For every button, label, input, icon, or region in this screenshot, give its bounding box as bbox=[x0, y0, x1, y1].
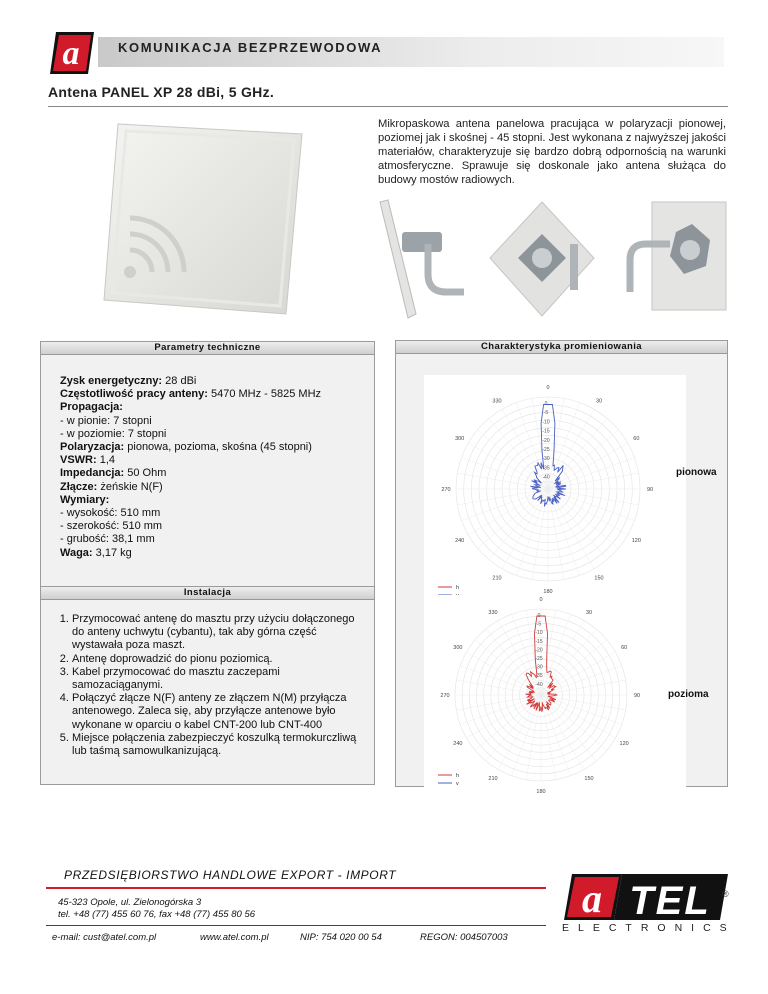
install-panel bbox=[40, 586, 375, 785]
ring-tick-label: -25 bbox=[542, 447, 550, 453]
param-value: żeńskie N(F) bbox=[97, 480, 163, 493]
ring-tick-label: -5 bbox=[543, 410, 549, 417]
logo-mark: a bbox=[62, 35, 80, 72]
param-value: 5470 MHz - 5825 MHz bbox=[207, 388, 322, 401]
radiation-heading: Charakterystyka promieniowania bbox=[396, 341, 727, 354]
install-heading: Instalacja bbox=[41, 587, 374, 600]
param-label: Propagacja: bbox=[60, 401, 123, 414]
ring-tick-label: -10 bbox=[542, 419, 550, 426]
install-step: 2. Antenę doprowadzić do pionu poziomicą. bbox=[72, 653, 364, 666]
param-label: Zysk energetyczny: bbox=[60, 375, 163, 387]
params-body bbox=[41, 355, 374, 560]
antenna-back-square-photo bbox=[622, 196, 728, 314]
angle-tick-label: 30 bbox=[585, 609, 593, 616]
angle-tick-label: 90 bbox=[646, 487, 654, 493]
page-title: Antena PANEL XP 28 dBi, 5 GHz. bbox=[48, 84, 275, 100]
footer-address: 45-323 Opole, ul. Zielonogórska 3 bbox=[58, 897, 202, 908]
param-label: Polaryzacja: bbox=[60, 441, 125, 454]
angle-tick-label: 180 bbox=[536, 789, 546, 795]
param-label: VSWR: bbox=[60, 454, 97, 467]
footer-phones: tel. +48 (77) 455 60 76, fax +48 (77) 455 80 56 bbox=[58, 909, 256, 920]
footer-company: PRZEDSIĘBIORSTWO HANDLOWE EXPORT - IMPORT bbox=[64, 868, 397, 882]
ring-tick-label: -10 bbox=[535, 630, 543, 637]
install-body bbox=[41, 600, 374, 758]
antenna-side-photo bbox=[376, 196, 468, 322]
param-value: 28 dBi bbox=[162, 375, 197, 387]
footer-red-rule bbox=[46, 887, 546, 889]
params-heading: Parametry techniczne bbox=[41, 342, 374, 355]
param-value: 1,4 bbox=[96, 454, 116, 467]
param-label: Częstotliwość pracy anteny: bbox=[60, 388, 208, 401]
svg-text:a: a bbox=[582, 876, 602, 921]
ring-tick-label: -25 bbox=[535, 656, 543, 662]
angle-tick-label: 0 bbox=[546, 385, 550, 391]
ring-tick-label: -35 bbox=[542, 465, 550, 472]
registered-mark: ® bbox=[722, 889, 729, 899]
ring-tick-label: -5 bbox=[536, 621, 542, 628]
ring-tick-label: -15 bbox=[535, 638, 543, 645]
product-description: Mikropaskowa antena panelowa pracująca w polaryzacji pionowej, poziomej jak i skośnej - 45 stopni. Jest wykonana z najwyższej jakości materiałów, charakteryzuje się bardzo dobrą odpornością na warunki atmosferyczne. Sprawuje się doskonale jako antena służąca do budowy mostów radiowych. bbox=[378, 118, 726, 186]
angle-tick-label: 90 bbox=[633, 693, 641, 699]
legend-entry: h bbox=[456, 585, 460, 591]
angle-tick-label: 210 bbox=[488, 776, 498, 783]
angle-tick-label: 210 bbox=[492, 575, 502, 582]
plot-label-vertical: pionowa bbox=[676, 467, 717, 478]
ring-tick-label: -30 bbox=[535, 664, 543, 671]
footer-www-link[interactable]: www.atel.com.pl bbox=[200, 932, 269, 943]
angle-tick-label: 270 bbox=[441, 487, 451, 493]
install-step: 3. Kabel przymocować do masztu zaczepami samozaciąganymi. bbox=[72, 666, 364, 692]
install-step: 5. Miejsce połączenia zabezpieczyć koszulką termokurczliwą lub taśmą samowulkanizującą. bbox=[72, 732, 364, 758]
ring-tick-label: 0 bbox=[544, 401, 548, 407]
antenna-back-diagonal-photo bbox=[488, 200, 596, 318]
ring-tick-label: -20 bbox=[535, 647, 543, 654]
radiation-panel bbox=[395, 340, 728, 795]
angle-tick-label: 240 bbox=[455, 538, 465, 544]
param-value: - w pionie: 7 stopni bbox=[60, 414, 152, 427]
angle-tick-label: 60 bbox=[621, 645, 628, 651]
angle-tick-label: 180 bbox=[543, 589, 553, 595]
install-step: 4. Połączyć złącze N(F) anteny ze złączem N(M) przyłącza antenowego. Zaleca się, aby przyłącze antenowe było wykonane w oparciu o kabel CNT-200 lub CNT-400 bbox=[72, 692, 364, 732]
ring-tick-label: 0 bbox=[537, 613, 541, 619]
angle-tick-label: 300 bbox=[453, 645, 463, 651]
polar-plot-vertical bbox=[424, 375, 686, 611]
legend-entry: v bbox=[456, 781, 459, 787]
plot-label-horizontal: pozioma bbox=[668, 689, 709, 700]
params-panel bbox=[40, 341, 375, 588]
param-value: - grubość: 38,1 mm bbox=[60, 533, 155, 546]
param-label: Wymiary: bbox=[60, 493, 110, 506]
ring-tick-label: -15 bbox=[542, 428, 550, 435]
param-value: 50 Ohm bbox=[124, 467, 167, 480]
angle-tick-label: 120 bbox=[619, 741, 629, 747]
svg-text:TEL: TEL bbox=[629, 879, 711, 923]
param-label: Waga: bbox=[60, 546, 93, 559]
angle-tick-label: 150 bbox=[594, 575, 604, 582]
angle-tick-label: 30 bbox=[595, 398, 603, 405]
legend-entry: h bbox=[456, 773, 460, 779]
param-value: - wysokość: 510 mm bbox=[60, 507, 161, 520]
angle-tick-label: 240 bbox=[453, 741, 463, 747]
polar-plot-horizontal bbox=[424, 595, 686, 799]
antenna-panel-photo bbox=[100, 122, 304, 318]
param-value: - w poziomie: 7 stopni bbox=[60, 427, 167, 440]
footer-rule bbox=[46, 925, 546, 926]
ring-tick-label: -30 bbox=[542, 456, 550, 463]
angle-tick-label: 150 bbox=[584, 776, 594, 783]
footer-nip: NIP: 754 020 00 54 bbox=[300, 932, 382, 943]
ring-tick-label: -20 bbox=[542, 437, 550, 444]
param-value: pionowa, pozioma, skośna (45 stopni) bbox=[124, 441, 312, 454]
ring-tick-label: -35 bbox=[535, 673, 543, 680]
ring-tick-label: -40 bbox=[542, 474, 550, 481]
title-divider bbox=[48, 106, 728, 107]
angle-tick-label: 330 bbox=[492, 398, 502, 405]
angle-tick-label: 300 bbox=[455, 436, 465, 442]
param-label: Impedancja: bbox=[60, 467, 125, 480]
logo-subtitle: ELECTRONICS bbox=[562, 922, 736, 934]
footer-email[interactable]: e-mail: cust@atel.com.pl bbox=[52, 932, 157, 943]
angle-tick-label: 60 bbox=[633, 436, 640, 442]
angle-tick-label: 330 bbox=[488, 609, 498, 616]
angle-tick-label: 120 bbox=[631, 538, 641, 544]
param-label: Złącze: bbox=[60, 480, 98, 493]
footer-regon: REGON: 004507003 bbox=[420, 932, 508, 943]
company-band-text: KOMUNIKACJA BEZPRZEWODOWA bbox=[118, 40, 383, 55]
atel-logo-small bbox=[50, 32, 94, 74]
angle-tick-label: 0 bbox=[539, 597, 543, 603]
ring-tick-label: -40 bbox=[535, 681, 543, 688]
param-value: 3,17 kg bbox=[92, 546, 132, 559]
install-step: 1. Przymocować antenę do masztu przy użyciu dołączonego do anteny uchwytu (cybantu), tak aby górna część wystawała poza maszt. bbox=[72, 613, 364, 653]
param-value: - szerokość: 510 mm bbox=[60, 520, 163, 533]
angle-tick-label: 270 bbox=[440, 693, 450, 699]
